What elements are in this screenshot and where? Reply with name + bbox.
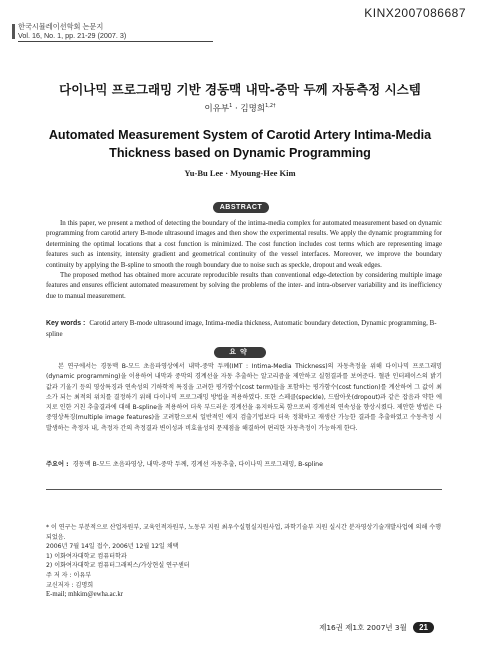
footnote-email: E-mail; mhkim@ewha.ac.kr	[46, 591, 124, 599]
keywords-korean-label: 주요어 :	[46, 461, 69, 468]
keywords-english	[46, 318, 442, 340]
summary-heading-korean: 요약	[214, 347, 266, 358]
abstract-paragraph-2: The proposed method has obtained more accurate reproducible results than conventional edge-detection by considering multiple image features and ensures efficient automated measurement by solving the problems of the inter- and intra-observer variability and its inefficiency due to manual measurement.	[46, 271, 442, 300]
author-second-ko: 김명희	[240, 104, 266, 114]
journal-rule	[18, 41, 213, 42]
keywords-label: Key words :	[46, 320, 86, 327]
abstract-paragraph-1: In this paper, we present a method of detecting the boundary of the intima-media complex for automated measurement based on dynamic programming from carotid artery B-mode ultrasound images and then show the experimental results. We apply the dynamic programming for determining the optimal locations that a cost function is minimized. The cost function includes cost terms which are representing image features such as intensity, intensity gradient and geometrical continuity of the vessel interfaces. Moreover, we improve the boundary continuity by applying the B-spline to smooth the rough boundary due to noise such as speckle, dropout and weak edges.	[46, 219, 442, 269]
author-second-sup: 1,2†	[265, 103, 276, 110]
document-id: KINX2007086687	[364, 6, 466, 20]
authors-english: Yu-Bu Lee · Myoung-Hee Kim	[184, 168, 296, 178]
keywords-korean	[46, 460, 442, 470]
abstract-body	[46, 218, 442, 301]
page-number: 21	[413, 622, 434, 633]
footnote-corresponding-author: 교신저자 : 김명희	[46, 581, 94, 589]
footnote-affiliation-1: 1) 이화여자대학교 컴퓨터학과	[46, 552, 127, 560]
journal-name: 한국시뮬레이션학회 논문지	[18, 22, 104, 31]
summary-korean	[46, 362, 442, 434]
footnote-dates: 2006년 7월 14일 접수, 2006년 12월 12일 채택	[46, 543, 179, 551]
journal-volume: Vol. 16, No. 1, pp. 21-29 (2007. 3)	[18, 31, 127, 40]
authors-korean	[0, 102, 480, 114]
journal-header	[18, 22, 228, 42]
summary-korean-paragraph: 본 연구에서는 경동맥 B-모드 초음파영상에서 내막-중막 두께(IMT : Intima-Media Thickness)의 자동측정을 위해 다이나믹 프로그래밍(dynamic programming)을 이용하여 내막과 중막의 경계선을 자동 추출하는 알고리즘을 제안하고 실험결과를 보여준다. 혈관 인터페이스의 밝기 값과 기울기 등의 영상특징과 연속성의 기하학적 특징을 고려한 평가함수(cost term)들을 포함하는 평가함수(cost function)를 계산하여 그 값이 최소가 되는 최적의 위치를 결정하기 위해 다이나믹 프로그래밍 방법을 적용하였다. 또한 스페클(speckle), 드랍아웃(dropout)과 같은 잡음과 약한 에지로 인한 거친 추출결과에 대해 B-spline을 적용하여 더욱 부드러운 경계선을 유지하도록 함으로써 경계선의 연속성을 향상시켰다. 제안한 방법은 다중영상특징(multiple image features)을 고려함으로써 일반적인 에지 검출기법보다 더욱 정확하고 재생산 가능한 결과를 추출하였고 수동측정 시 발생하는 측정자 내, 측정자 간의 측정결과 변이성과 비효율성의 문제점을 해결하여 편리한 자동측정이 가능하게 한다.	[46, 363, 442, 432]
keywords-text: Carotid artery B-mode ultrasound image, Intima-media thickness, Automatic boundary detection, Dynamic programming, B-spline	[46, 319, 437, 339]
keywords-korean-text: 경동맥 B-모드 초음파영상, 내막-중막 두께, 경계선 자동추출, 다이나믹 프로그래밍, B-spline	[72, 461, 323, 468]
footnote-affiliation-2: 2) 이화여자대학교 컴퓨터그래픽스/가상현실 연구센터	[46, 562, 190, 570]
paper-title-korean: 다이나믹 프로그래밍 기반 경동맥 내막-중막 두께 자동측정 시스템	[59, 82, 421, 97]
section-divider	[46, 489, 442, 490]
footnotes	[46, 523, 446, 600]
paper-title-english: Automated Measurement System of Carotid Artery Intima-Media Thickness based on Dynamic Programming	[48, 128, 432, 160]
footer-issue: 제16권 제1호 2007년 3월	[319, 623, 407, 632]
footnote-funding: * 이 연구는 부분적으로 산업자원부, 교육인적자원부, 노동부 지원 최우수실험실지원사업, 과학기술부 지원 실시간 분자영상기술개발사업에 의해 수행되었음.	[46, 524, 442, 541]
abstract-heading: ABSTRACT	[213, 202, 269, 213]
footnote-main-author: 주 저 자 : 이유부	[46, 571, 92, 579]
page-footer	[319, 622, 434, 633]
journal-bar	[12, 24, 15, 39]
author-first-ko: 이유부	[204, 104, 230, 114]
author-separator: ·	[232, 104, 241, 114]
author-first-sup: 1	[229, 103, 233, 110]
